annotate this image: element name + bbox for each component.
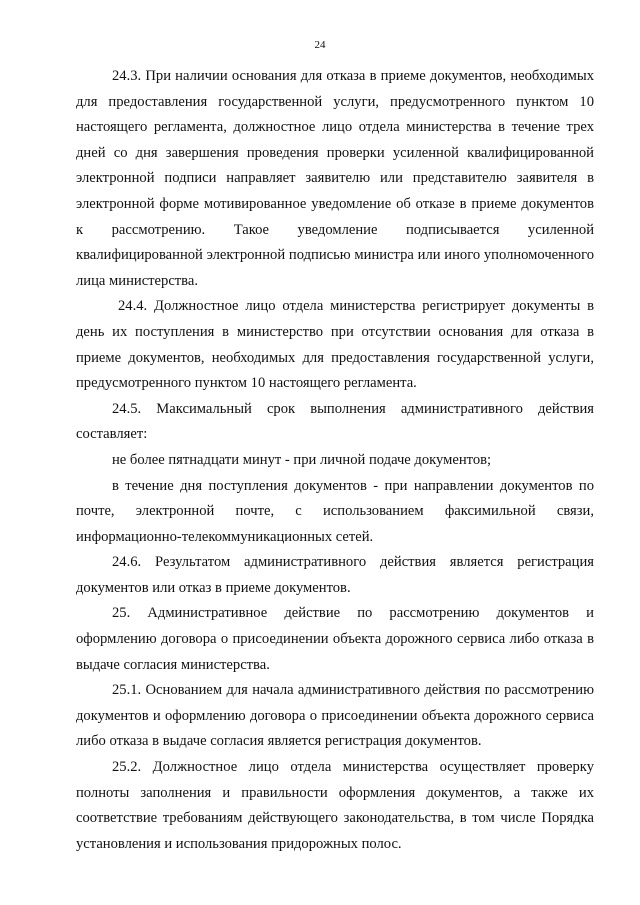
paragraph-25: 25. Административное действие по рассмотрению документов и оформлению договора о присоединении объекта дорожного сервиса либо отказа в выдаче согласия министерства. bbox=[76, 605, 594, 673]
paragraph-24-5: 24.5. Максимальный срок выполнения административного действия составляет: bbox=[76, 400, 594, 443]
paragraph-25-1: 25.1. Основанием для начала административного действия по рассмотрению документов и оформлению договора о присоединении объекта дорожного сервиса либо отказа в выдаче согласия является регистрация документов. bbox=[76, 682, 594, 750]
document-body bbox=[76, 64, 594, 857]
paragraph-25-2: 25.2. Должностное лицо отдела министерства осуществляет проверку полноты заполнения и правильности оформления документов, а также их соответствие требованиям действующего законодательства, в том числе Порядка установления и использования придорожных полос. bbox=[76, 759, 594, 852]
paragraph-24-5-personal: не более пятнадцати минут - при личной подаче документов; bbox=[112, 451, 492, 468]
paragraph-24-6: 24.6. Результатом административного действия является регистрация документов или отказ в приеме документов. bbox=[76, 554, 594, 596]
paragraph-24-5-mail: в течение дня поступления документов - при направлении документов по почте, электронной почте, с использованием факсимильной связи, информационно-телекоммуникационных сетей. bbox=[76, 477, 594, 545]
paragraph-24-4: 24.4. Должностное лицо отдела министерства регистрирует документы в день их поступления в министерство при отсутствии основания для отказа в приеме документов, необходимых для предоставления государственной услуги, предусмотренного пунктом 10 настоящего регламента. bbox=[76, 298, 594, 392]
page-number: 24 bbox=[314, 39, 326, 51]
paragraph-24-3: 24.3. При наличии основания для отказа в приеме документов, необходимых для предоставления государственной услуги, предусмотренного пунктом 10 настоящего регламента, должностное лицо отдела министерства в течение трех дней со дня завершения проведения проверки усиленной квалифицированной электронной подписи направляет заявителю или представителю заявителя в электронной форме мотивированное уведомление об отказе в приеме документов к рассмотрению. Такое уведомление подписывается усиленной квалифицированной электронной подписью министра или иного уполномоченного лица министерства. bbox=[76, 68, 594, 289]
